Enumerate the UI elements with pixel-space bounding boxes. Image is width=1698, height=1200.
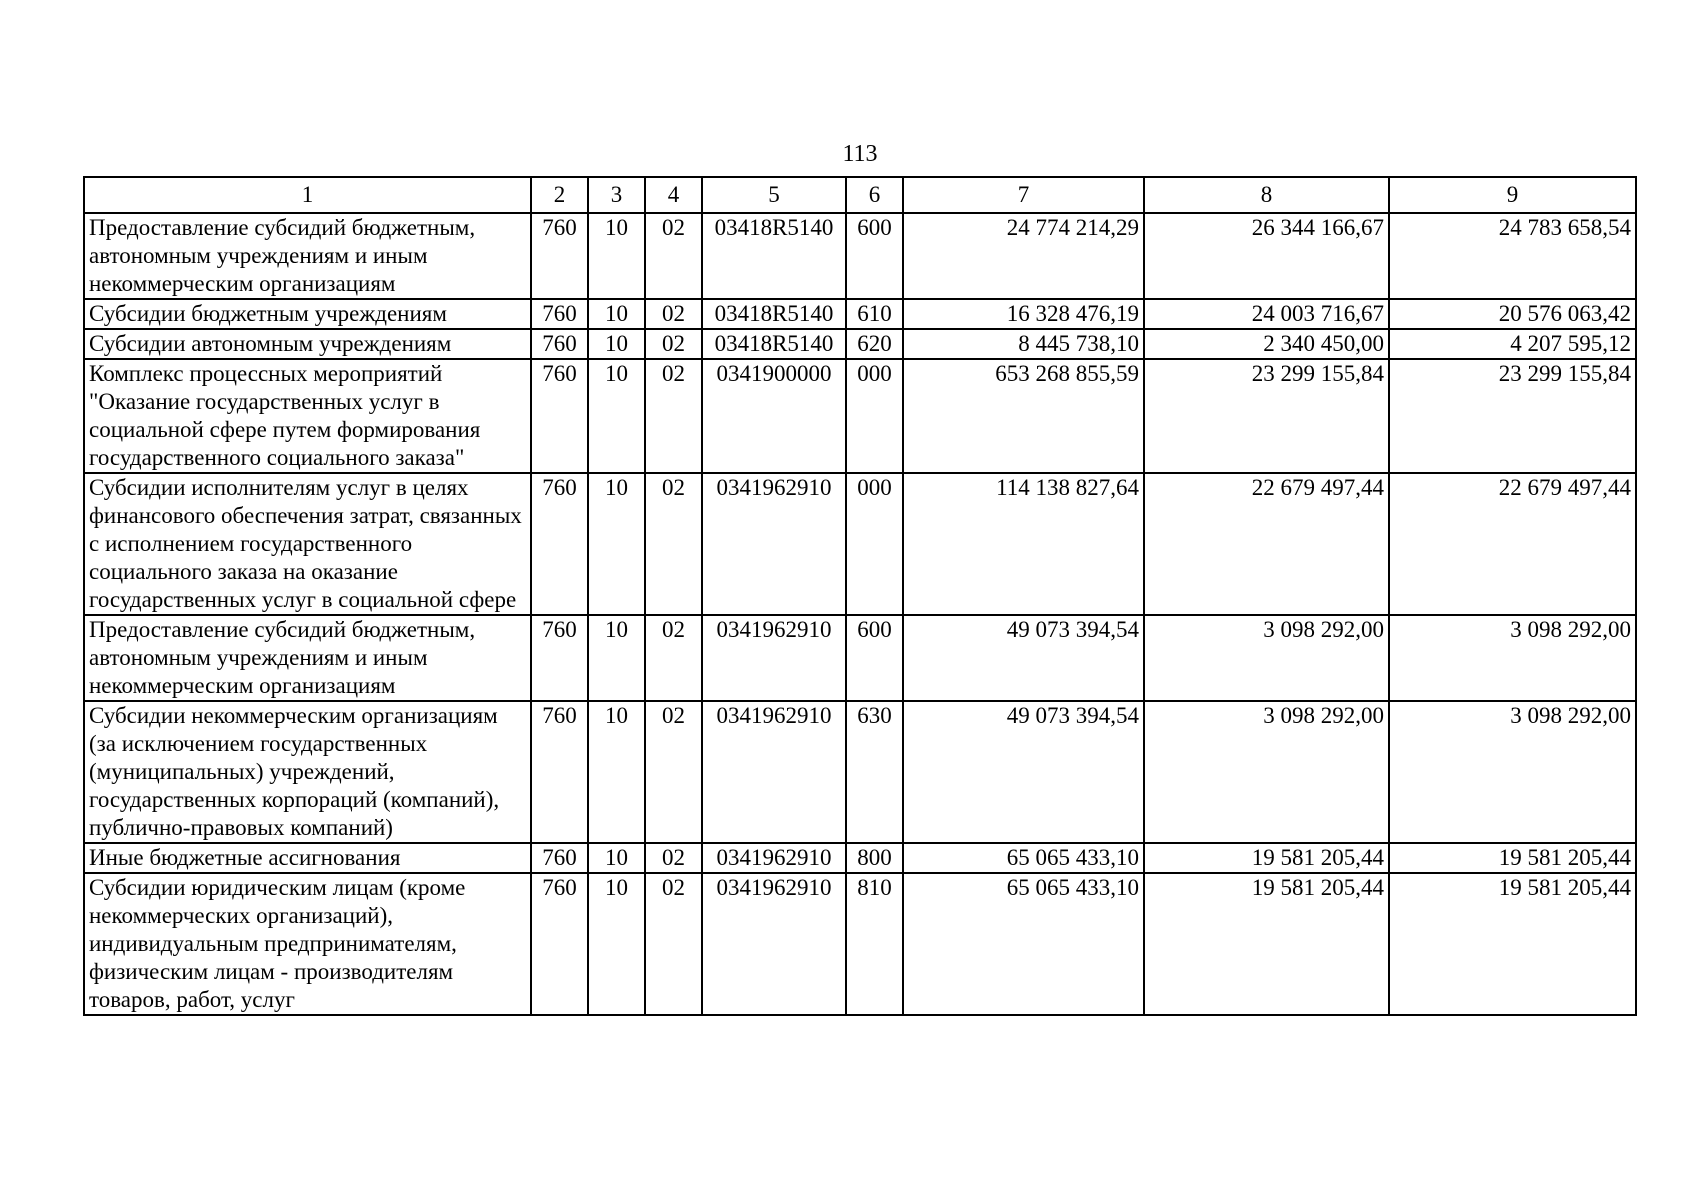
amount-cell: 26 344 166,67: [1144, 213, 1389, 299]
amount-cell: 20 576 063,42: [1389, 299, 1636, 329]
code-cell: 760: [531, 213, 588, 299]
amount-cell: 49 073 394,54: [903, 701, 1144, 843]
code-cell: 02: [645, 329, 702, 359]
code-cell: 02: [645, 473, 702, 615]
header-cell: 6: [846, 177, 903, 213]
code-cell: 760: [531, 843, 588, 873]
amount-cell: 114 138 827,64: [903, 473, 1144, 615]
amount-cell: 19 581 205,44: [1389, 873, 1636, 1015]
code-cell: 0341962910: [702, 473, 846, 615]
amount-cell: 23 299 155,84: [1389, 359, 1636, 473]
code-cell: 02: [645, 701, 702, 843]
amount-cell: 22 679 497,44: [1389, 473, 1636, 615]
code-cell: 810: [846, 873, 903, 1015]
amount-cell: 3 098 292,00: [1144, 615, 1389, 701]
code-cell: 760: [531, 873, 588, 1015]
code-cell: 10: [588, 213, 645, 299]
code-cell: 0341962910: [702, 701, 846, 843]
code-cell: 0341962910: [702, 615, 846, 701]
budget-table: [83, 176, 1637, 1016]
row-name-cell: Субсидии исполнителям услуг в целях финансового обеспечения затрат, связанных с исполнением государственного социального заказа на оказание государственных услуг в социальной сфере: [84, 473, 531, 615]
code-cell: 0341962910: [702, 843, 846, 873]
code-cell: 10: [588, 329, 645, 359]
amount-cell: 65 065 433,10: [903, 873, 1144, 1015]
code-cell: 760: [531, 299, 588, 329]
code-cell: 760: [531, 359, 588, 473]
row-name-cell: Иные бюджетные ассигнования: [84, 843, 531, 873]
amount-cell: 49 073 394,54: [903, 615, 1144, 701]
page-number: 113: [842, 141, 878, 167]
header-cell: 9: [1389, 177, 1636, 213]
header-cell: 3: [588, 177, 645, 213]
code-cell: 800: [846, 843, 903, 873]
amount-cell: 24 783 658,54: [1389, 213, 1636, 299]
amount-cell: 19 581 205,44: [1144, 873, 1389, 1015]
code-cell: 760: [531, 615, 588, 701]
table-row: [84, 329, 1636, 359]
code-cell: 03418R5140: [702, 329, 846, 359]
row-name-cell: Субсидии юридическим лицам (кроме некоммерческих организаций), индивидуальным предпринимателям, физическим лицам - производителям товаров, работ, услуг: [84, 873, 531, 1015]
code-cell: 620: [846, 329, 903, 359]
row-name-cell: Субсидии автономным учреждениям: [84, 329, 531, 359]
code-cell: 760: [531, 329, 588, 359]
code-cell: 10: [588, 873, 645, 1015]
code-cell: 02: [645, 359, 702, 473]
amount-cell: 24 003 716,67: [1144, 299, 1389, 329]
amount-cell: 3 098 292,00: [1389, 701, 1636, 843]
row-name-cell: Предоставление субсидий бюджетным, автономным учреждениям и иным некоммерческим организациям: [84, 615, 531, 701]
table-row: [84, 473, 1636, 615]
header-cell: 1: [84, 177, 531, 213]
code-cell: 03418R5140: [702, 299, 846, 329]
table-row: [84, 873, 1636, 1015]
code-cell: 03418R5140: [702, 213, 846, 299]
code-cell: 10: [588, 843, 645, 873]
amount-cell: 16 328 476,19: [903, 299, 1144, 329]
table-row: [84, 615, 1636, 701]
amount-cell: 4 207 595,12: [1389, 329, 1636, 359]
code-cell: 02: [645, 299, 702, 329]
code-cell: 02: [645, 615, 702, 701]
amount-cell: 65 065 433,10: [903, 843, 1144, 873]
amount-cell: 19 581 205,44: [1144, 843, 1389, 873]
code-cell: 610: [846, 299, 903, 329]
amount-cell: 3 098 292,00: [1144, 701, 1389, 843]
code-cell: 10: [588, 299, 645, 329]
code-cell: 02: [645, 213, 702, 299]
code-cell: 0341962910: [702, 873, 846, 1015]
code-cell: 000: [846, 473, 903, 615]
table-row: [84, 359, 1636, 473]
amount-cell: 2 340 450,00: [1144, 329, 1389, 359]
code-cell: 10: [588, 473, 645, 615]
header-cell: 4: [645, 177, 702, 213]
row-name-cell: Предоставление субсидий бюджетным, автономным учреждениям и иным некоммерческим организациям: [84, 213, 531, 299]
code-cell: 760: [531, 701, 588, 843]
amount-cell: 24 774 214,29: [903, 213, 1144, 299]
amount-cell: 19 581 205,44: [1389, 843, 1636, 873]
code-cell: 10: [588, 359, 645, 473]
row-name-cell: Комплекс процессных мероприятий "Оказание государственных услуг в социальной сфере путем формирования государственного социального заказа": [84, 359, 531, 473]
amount-cell: 653 268 855,59: [903, 359, 1144, 473]
amount-cell: 23 299 155,84: [1144, 359, 1389, 473]
amount-cell: 3 098 292,00: [1389, 615, 1636, 701]
code-cell: 630: [846, 701, 903, 843]
code-cell: 000: [846, 359, 903, 473]
table-row: [84, 299, 1636, 329]
code-cell: 10: [588, 701, 645, 843]
code-cell: 02: [645, 843, 702, 873]
header-cell: 2: [531, 177, 588, 213]
header-cell: 5: [702, 177, 846, 213]
amount-cell: 8 445 738,10: [903, 329, 1144, 359]
code-cell: 600: [846, 615, 903, 701]
code-cell: 600: [846, 213, 903, 299]
table-row: [84, 843, 1636, 873]
table-row: [84, 701, 1636, 843]
amount-cell: 22 679 497,44: [1144, 473, 1389, 615]
header-cell: 7: [903, 177, 1144, 213]
row-name-cell: Субсидии некоммерческим организациям (за исключением государственных (муниципальных) учреждений, государственных корпораций (компаний), публично-правовых компаний): [84, 701, 531, 843]
header-cell: 8: [1144, 177, 1389, 213]
header-row: [84, 177, 1636, 213]
code-cell: 10: [588, 615, 645, 701]
table-row: [84, 213, 1636, 299]
code-cell: 760: [531, 473, 588, 615]
code-cell: 02: [645, 873, 702, 1015]
row-name-cell: Субсидии бюджетным учреждениям: [84, 299, 531, 329]
code-cell: 0341900000: [702, 359, 846, 473]
